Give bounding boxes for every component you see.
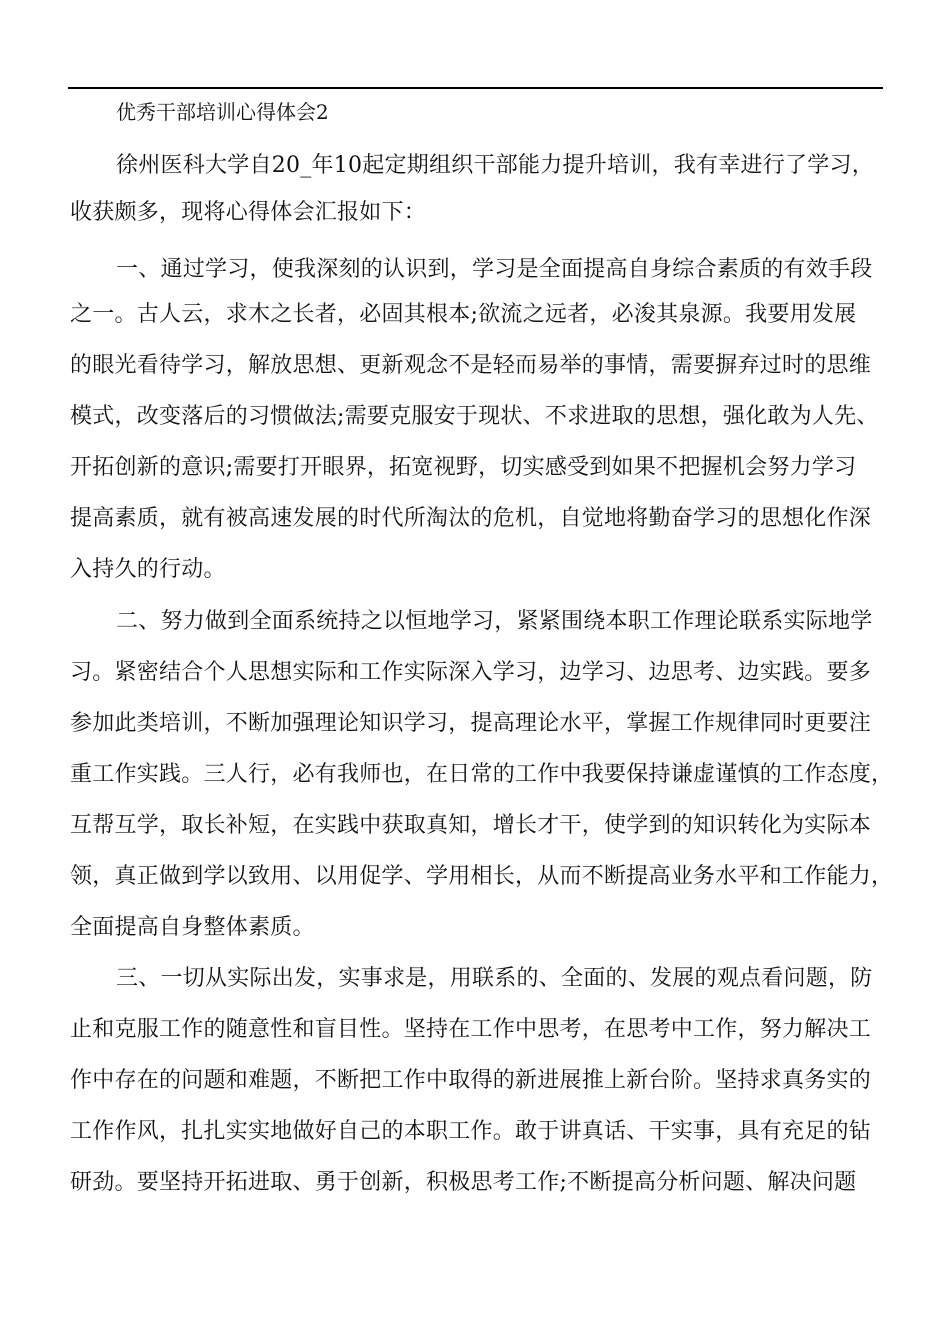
paragraph-line: 习。紧密结合个人思想实际和工作实际深入学习，边学习、边思考、边实践。要多	[70, 660, 872, 685]
paragraph-line: 开拓创新的意识;需要打开眼界，拓宽视野，切实感受到如果不把握机会努力学习	[70, 455, 857, 480]
paragraph-line: 研劲。要坚持开拓进取、勇于创新，积极思考工作;不断提高分析问题、解决问题	[70, 1170, 857, 1195]
paragraph-line: 收获颇多，现将心得体会汇报如下：	[70, 200, 427, 225]
paragraph-line: 二、努力做到全面系统持之以恒地学习，紧紧围绕本职工作理论联系实际地学	[116, 609, 873, 634]
paragraph-line: 作中存在的问题和难题，不断把工作中取得的新进展推上新台阶。坚持求真务实的	[70, 1068, 872, 1093]
paragraph-line: 止和克服工作的随意性和盲目性。坚持在工作中思考，在思考中工作，努力解决工	[70, 1017, 872, 1042]
paragraph-line: 的眼光看待学习，解放思想、更新观念不是轻而易举的事情，需要摒弃过时的思维	[70, 353, 872, 378]
paragraph-line: 重工作实践。三人行，必有我师也，在日常的工作中我要保持谦虚谨慎的工作态度，	[70, 762, 894, 787]
paragraph-line: 一、通过学习，使我深刻的认识到，学习是全面提高自身综合素质的有效手段	[116, 257, 873, 282]
paragraph-line: 徐州医科大学自20_年10起定期组织干部能力提升培训，我有幸进行了学习，	[116, 153, 874, 178]
paragraph-line: 全面提高自身整体素质。	[70, 915, 315, 940]
header-rule	[68, 87, 883, 89]
paragraph-line: 三、一切从实际出发，实事求是，用联系的、全面的、发展的观点看问题，防	[116, 966, 873, 991]
paragraph-line: 之一。古人云，求木之长者，必固其根本;欲流之远者，必浚其泉源。我要用发展	[70, 302, 857, 327]
paragraph-line: 领，真正做到学以致用、以用促学、学用相长，从而不断提高业务水平和工作能力，	[70, 864, 894, 889]
paragraph-line: 工作作风，扎扎实实地做好自己的本职工作。敢于讲真话、干实事，具有充足的钻	[70, 1119, 872, 1144]
paragraph-line: 参加此类培训，不断加强理论知识学习，提高理论水平，掌握工作规律同时更要注	[70, 711, 872, 736]
paragraph-line: 互帮互学，取长补短，在实践中获取真知，增长才干，使学到的知识转化为实际本	[70, 813, 872, 838]
paragraph-line: 入持久的行动。	[70, 557, 226, 582]
paragraph-line: 提高素质，就有被高速发展的时代所淘汰的危机，自觉地将勤奋学习的思想化作深	[70, 506, 872, 531]
paragraph-line: 模式，改变落后的习惯做法;需要克服安于现状、不求进取的思想，强化敢为人先、	[70, 404, 879, 429]
document-title: 优秀干部培训心得体会2	[116, 100, 329, 124]
